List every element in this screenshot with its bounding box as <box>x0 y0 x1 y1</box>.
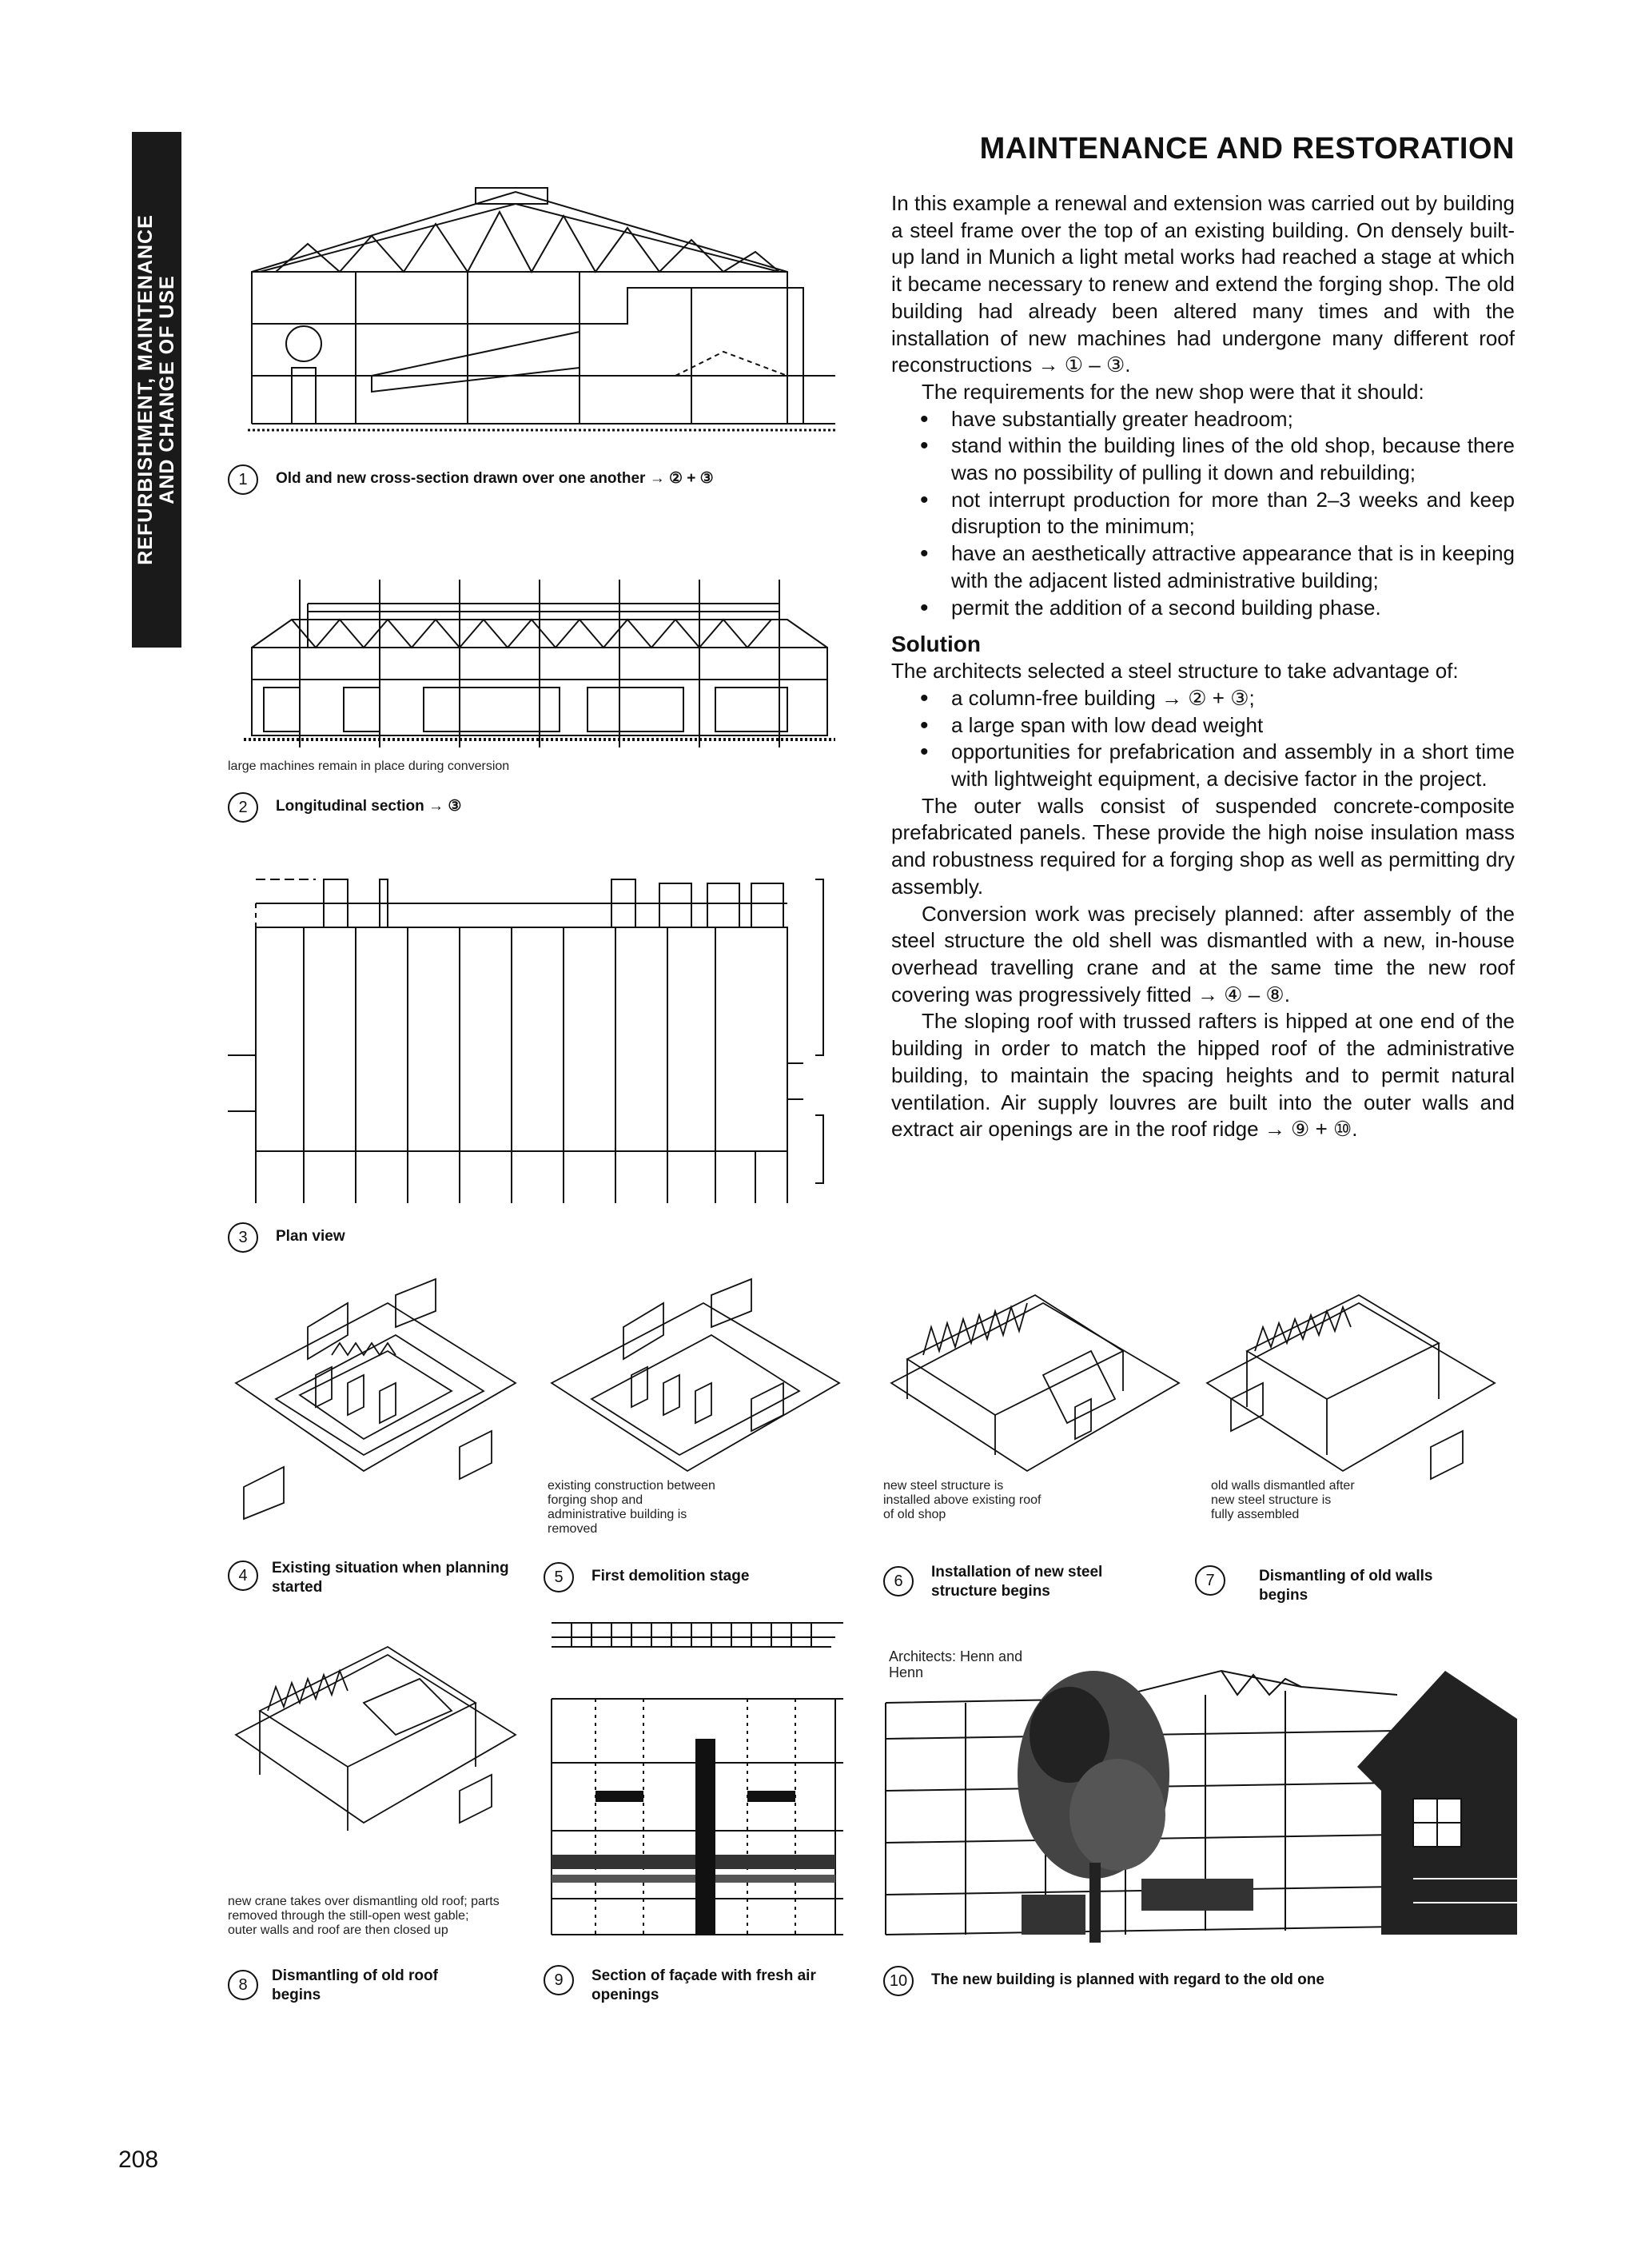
figure-6-note: new steel structure is installed above existing roof of old shop <box>883 1479 1042 1521</box>
section-tab-line1: REFURBISHMENT, MAINTENANCE <box>134 214 157 565</box>
figure-2-number: 2 <box>228 792 258 823</box>
figure-2-note: large machines remain in place during conversion <box>228 759 510 773</box>
figure-10-number: 10 <box>883 1966 914 1996</box>
figure-8-note: new crane takes over dismantling old roof; parts removed through the still-open west gable; outer walls and roof are then closed up <box>228 1895 500 1937</box>
figure-8-caption-text: Dismantling of old roof begins <box>272 1967 438 2003</box>
figure-4-caption-text: Existing situation when planning started <box>272 1560 509 1596</box>
list-item: • have an aesthetically attractive appearance that is in keeping with the adjacent listed administrative building; <box>891 540 1515 594</box>
figure-6-number: 6 <box>883 1566 914 1596</box>
list-item: • opportunities for prefabrication and assembly in a short time with lightweight equipment, a decisive factor in the project. <box>891 739 1515 792</box>
figure-3-caption-text: Plan view <box>276 1228 345 1245</box>
body-text <box>891 190 1515 1143</box>
figure-5-number: 5 <box>544 1562 574 1592</box>
figure-4-number: 4 <box>228 1560 258 1591</box>
advantages-list <box>891 685 1515 793</box>
axonometric-existing-drawing <box>228 1279 524 1543</box>
cross-section-drawing <box>228 184 851 444</box>
figure-2-caption-text: Longitudinal section → ③ <box>276 798 462 815</box>
section-tab-line2: AND CHANGE OF USE <box>156 275 178 504</box>
figure-7-number: 7 <box>1195 1565 1225 1596</box>
figure-10-note: Architects: Henn and Henn <box>889 1648 1023 1680</box>
figure-5-note: existing construction between forging shop and administrative building is removed <box>548 1479 715 1536</box>
figure-5-caption-text: First demolition stage <box>591 1568 750 1584</box>
figure-9-number: 9 <box>544 1965 574 1995</box>
paragraph-requirements: The requirements for the new shop were that it should: <box>922 379 1424 404</box>
paragraph-roof: The sloping roof with trussed rafters is hipped at one end of the building in order to match the hipped roof of the administrative building, to maintain the spacing heights and to permit natural ventilation. Air supply louvres are built into the outer walls and extract air openings are in the roof ridge → ⑨ + ⑩. <box>891 1009 1515 1142</box>
figure-9-caption-text: Section of façade with fresh air openings <box>591 1967 816 2003</box>
figure-7-caption-text: Dismantling of old walls begins <box>1259 1568 1433 1604</box>
requirements-list <box>891 406 1515 622</box>
figure-1-caption-text: Old and new cross-section drawn over one another → ② + ③ <box>276 470 714 487</box>
axonometric-demolition-drawing <box>544 1279 847 1479</box>
list-item: • not interrupt production for more than 2–3 weeks and keep disruption to the minimum; <box>891 487 1515 540</box>
figure-6-caption-text: Installation of new steel structure begins <box>931 1564 1103 1600</box>
figure-10-caption-text: The new building is planned with regard to the old one <box>931 1971 1324 1988</box>
paragraph-conversion: Conversion work was precisely planned: after assembly of the steel structure the old shell was dismantled with a new, in-house overhead travelling crane and at the same time the new roof covering was progressively fitted → ④ – ⑧. <box>891 901 1515 1006</box>
page-title: MAINTENANCE AND RESTORATION <box>979 132 1515 165</box>
list-item: • stand within the building lines of the old shop, because there was no possibility of pulling it down and rebuilding; <box>891 432 1515 486</box>
facade-section-drawing <box>548 1615 843 1943</box>
section-tab <box>132 132 181 648</box>
paragraph-outer-walls: The outer walls consist of suspended concrete-composite prefabricated panels. These provide the high noise insulation mass and robustness required for a forging shop as well as permitting dry assembly. <box>891 793 1515 899</box>
building-perspective-drawing <box>886 1639 1517 1959</box>
figure-7-note: old walls dismantled after new steel structure is fully assembled <box>1211 1479 1355 1521</box>
solution-heading: Solution <box>891 632 981 657</box>
plan-view-drawing <box>228 875 851 1211</box>
page-number: 208 <box>118 2146 159 2173</box>
list-item: • have substantially greater headroom; <box>891 406 1515 433</box>
axonometric-steel-installation-drawing <box>883 1279 1187 1479</box>
figure-8-number: 8 <box>228 1970 258 2000</box>
paragraph-solution: The architects selected a steel structure to take advantage of: <box>891 659 1459 684</box>
axonometric-roof-dismantling-drawing <box>228 1631 524 1871</box>
figure-1-number: 1 <box>228 464 258 495</box>
list-item: • permit the addition of a second building phase. <box>891 595 1515 622</box>
list-item: • a column-free building → ② + ③; <box>891 685 1515 712</box>
paragraph-intro: In this example a renewal and extension was carried out by building a steel frame over the top of an existing building. On densely built-up land in Munich a light metal works had reached a stage at which it became necessary to renew and extend the forging shop. The old building had already been altered many times and with the installation of new machines had undergone many different roof reconstructions → ① – ③. <box>891 191 1515 377</box>
figure-3-number: 3 <box>228 1222 258 1253</box>
list-item: • a large span with low dead weight <box>891 712 1515 739</box>
longitudinal-section-drawing <box>228 576 843 751</box>
